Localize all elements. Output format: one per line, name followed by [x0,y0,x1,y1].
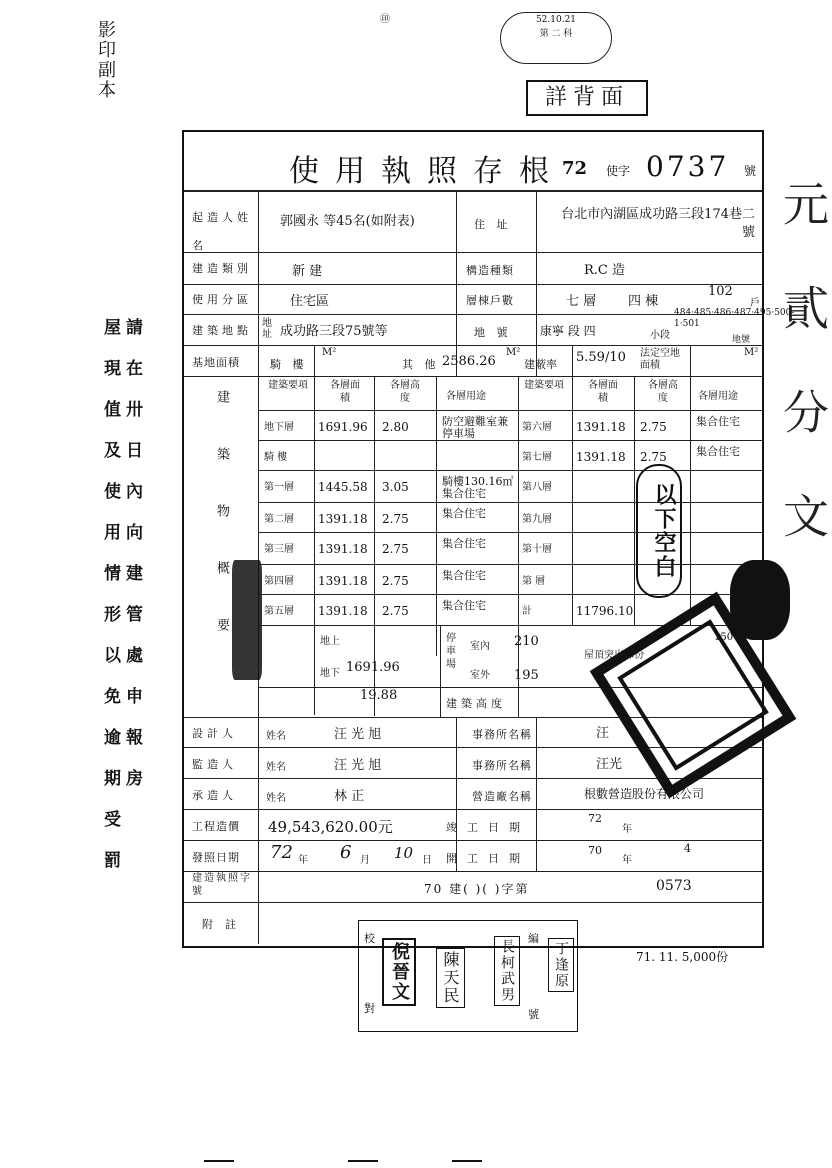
ratio-label: 建蔽率 [524,358,557,371]
lot-suffix: 地號 [732,335,751,345]
completion-year-unit: 年 [622,824,632,835]
floors-label: 層棟戶數 [466,294,514,307]
no-label: 號 [528,1008,543,1021]
arcade-label: 騎 樓 [270,358,308,371]
designer-label: 設計人 [192,727,237,740]
location-sublabel: 地址 [262,318,272,340]
ink-blot [232,560,262,680]
issue-month-unit: 月 [360,855,370,866]
bottom-rule [452,1160,482,1162]
permit-no: 0573 [656,878,692,894]
roof-label: 屋頂突出部份 [584,650,644,661]
issue-label: 發照日期 [192,851,240,864]
other-unit: M² [506,347,521,358]
start-month: 4 [684,842,691,855]
zoning-value: 住宅區 [290,294,330,309]
floor-name: 第 層 [522,576,546,587]
floor-use: 防空避難室兼停車場 [442,415,508,440]
supervisor-firm-label: 事務所名稱 [472,759,532,772]
structure-value: R.C 造 [584,263,625,278]
hdr-area: 各層面積 [330,380,360,404]
floor-name: 第三層 [264,544,294,555]
legal-space-unit: M² [744,347,759,358]
indoor-value: 210 [514,634,539,649]
seal-1: 倪晉文 [382,938,416,1006]
other-value: 2586.26 [442,354,496,369]
other-label: 其 他 [402,358,440,371]
floor-use: 集合住宅 [696,445,740,458]
outdoor-value: 195 [514,668,539,683]
floor-height: 2.75 [382,512,409,526]
floor-name: 第七層 [522,452,552,463]
misc-value: 19.88 [360,688,398,703]
floor-area: 11796.10 [576,604,634,618]
floor-name: 第十層 [522,544,552,555]
cost-label: 工程造價 [192,820,240,833]
permit-prefix: 使字 [606,164,631,178]
indoor-label: 室內 [470,641,490,652]
lot-small-section: 小段 [650,330,670,341]
floor-area: 1391.18 [318,574,368,588]
arcade-unit: M² [322,347,337,358]
floor-name: 第五層 [264,606,294,617]
ink-blot [730,560,790,640]
print-info: 71. 11. 5,000份 [636,950,729,964]
seal-2: 陳天民 [436,948,465,1008]
supervisor-name: 汪 光 旭 [334,758,382,773]
designer-name-label: 姓名 [266,731,286,742]
floor-use: 騎樓130.16㎡ 集合住宅 [442,475,514,500]
issue-year: 72 [270,842,293,863]
supervisor-name-label: 姓名 [266,762,286,773]
top-stamp-left: ㊞ [380,14,390,25]
edit-label: 編 [528,932,543,945]
issue-year-unit: 年 [298,855,308,866]
floor-use: 集合住宅 [442,537,486,550]
floor-name: 第一層 [264,482,294,493]
seal-3: 長柯武男 [494,936,520,1006]
location-label: 建築地點 [192,324,252,337]
floor-name: 第二層 [264,514,294,525]
permit-value: 70 建( )( )字第 [424,882,530,896]
hdr-area-2: 各層面積 [588,380,618,404]
hdr-use-2: 各層用途 [698,391,738,402]
floor-area: 1391.18 [576,420,626,434]
outdoor-label: 室外 [470,670,490,681]
designer-name: 汪 光 旭 [334,727,382,742]
lot-numbers: 484·485·486·487·495·500-1·501 [674,308,795,329]
building-type-value: 新 建 [292,264,323,279]
owner-address-label: 住 址 [474,218,512,231]
floor-height: 2.75 [640,450,667,464]
signoff-block [358,920,578,1032]
blocks-count: 四 棟 [628,294,659,309]
floor-area: 1391.18 [576,450,626,464]
floor-height: 3.05 [382,480,409,494]
issue-day: 10 [394,844,414,862]
floor-area: 1691.96 [318,420,368,434]
building-side-label: 建築物概要 [214,390,229,675]
left-margin-text: 影印副本 [95,20,116,100]
floor-name: 第八層 [522,482,552,493]
start-year-unit: 年 [622,855,632,866]
supervisor-firm: 汪光 [596,757,623,772]
structure-label: 構造種類 [466,264,514,277]
permit-suffix: 號 [744,164,757,178]
below-ground-label: 地下 [320,668,340,679]
cost-value: 49,543,620.00元 [268,818,393,836]
hdr-use: 各層用途 [446,391,486,402]
hdr-height-2: 各層高度 [648,380,678,404]
remarks-label: 附註 [202,918,248,931]
owner-value: 郭國永 等45名(如附表) [280,214,415,229]
permit-label: 建造執照字號 [192,873,252,897]
floor-area: 1445.58 [318,480,368,494]
roof-value: 150 [714,632,734,643]
completion-year: 72 [588,812,602,825]
right-margin-text: 元 貳 分 文 [776,180,830,540]
hdr-height: 各層高度 [390,380,420,404]
contractor-firm-label: 營造廠名稱 [472,790,532,803]
permit-number: 0737 [646,150,730,183]
designer-firm: 汪 [596,726,610,741]
floor-use: 集合住宅 [696,415,740,428]
form-title: 使用執照存根 [289,154,565,189]
ratio-value: 5.59/10 [576,350,626,365]
permit-year: 72 [562,158,588,179]
location-value: 成功路三段75號等 [280,324,388,339]
floor-area: 1391.18 [318,604,368,618]
designer-firm-label: 事務所名稱 [472,728,532,741]
floor-name: 騎 樓 [264,452,288,463]
floors-count: 七 層 [566,294,597,309]
floor-area: 1391.18 [318,512,368,526]
bottom-rule [204,1160,234,1162]
owner-label: 起造人姓名 [192,211,252,252]
floor-height: 2.80 [382,420,409,434]
floor-name: 第九層 [522,514,552,525]
floor-use: 集合住宅 [442,599,486,612]
floor-height: 2.75 [382,604,409,618]
notice-col-1: 請 在 卅 日 內 向 建 管 處 申 報 房 [122,318,142,788]
completion-label: 竣工日期 [446,821,530,834]
zoning-label: 使用分區 [192,293,252,306]
parking-label: 停車場 [446,633,456,670]
supervisor-label: 監造人 [192,758,237,771]
lot-area: 康寧 段 四 [540,324,596,338]
floor-use: 集合住宅 [442,507,486,520]
below-ground-value: 1691.96 [346,660,400,675]
start-label: 開工日期 [446,852,530,865]
owner-address: 台北市內湖區成功路三段174巷二號 [561,207,755,240]
floor-name: 第六層 [522,422,552,433]
notice-col-2: 屋 現 值 及 使 用 情 形 以 免 逾 期 受 罰 [100,318,120,870]
start-year: 70 [588,844,602,857]
top-stamp: 52.10.21 第 二 科 [500,12,612,64]
hdr-item: 建築要項 [268,380,308,391]
detail-back-label: 詳背面 [526,80,648,116]
floor-height: 2.75 [640,420,667,434]
building-height-label: 建築高度 [446,697,506,710]
lot-label: 地 號 [474,326,512,339]
check-label-2: 對 [364,1002,379,1015]
floor-height: 2.75 [382,542,409,556]
households-unit: 戶 [750,298,760,309]
above-ground-label: 地上 [320,636,340,647]
issue-day-unit: 日 [422,855,432,866]
contractor-firm: 根數營造股份有限公司 [584,787,705,801]
floor-name: 第四層 [264,576,294,587]
building-type-label: 建造類別 [192,262,252,275]
permit-form [182,130,795,948]
check-label: 校 [364,932,379,945]
issue-month: 6 [340,842,352,863]
floor-area: 1391.18 [318,542,368,556]
floor-name: 計 [522,606,532,617]
households-count: 102 [708,284,733,299]
floor-use: 集合住宅 [442,569,486,582]
hdr-item-2: 建築要項 [524,380,564,391]
seal-4: 丁逢原 [548,938,574,992]
floor-height: 2.75 [382,574,409,588]
contractor-label: 承造人 [192,789,237,802]
site-area-label: 基地面積 [192,356,240,369]
bottom-rule [348,1160,378,1162]
contractor-name-label: 姓名 [266,793,286,804]
blank-note: 以下空白 [636,464,682,598]
legal-space-label: 法定空地面積 [640,348,680,371]
contractor-name: 林 正 [334,789,365,804]
floor-name: 地下層 [264,422,294,433]
